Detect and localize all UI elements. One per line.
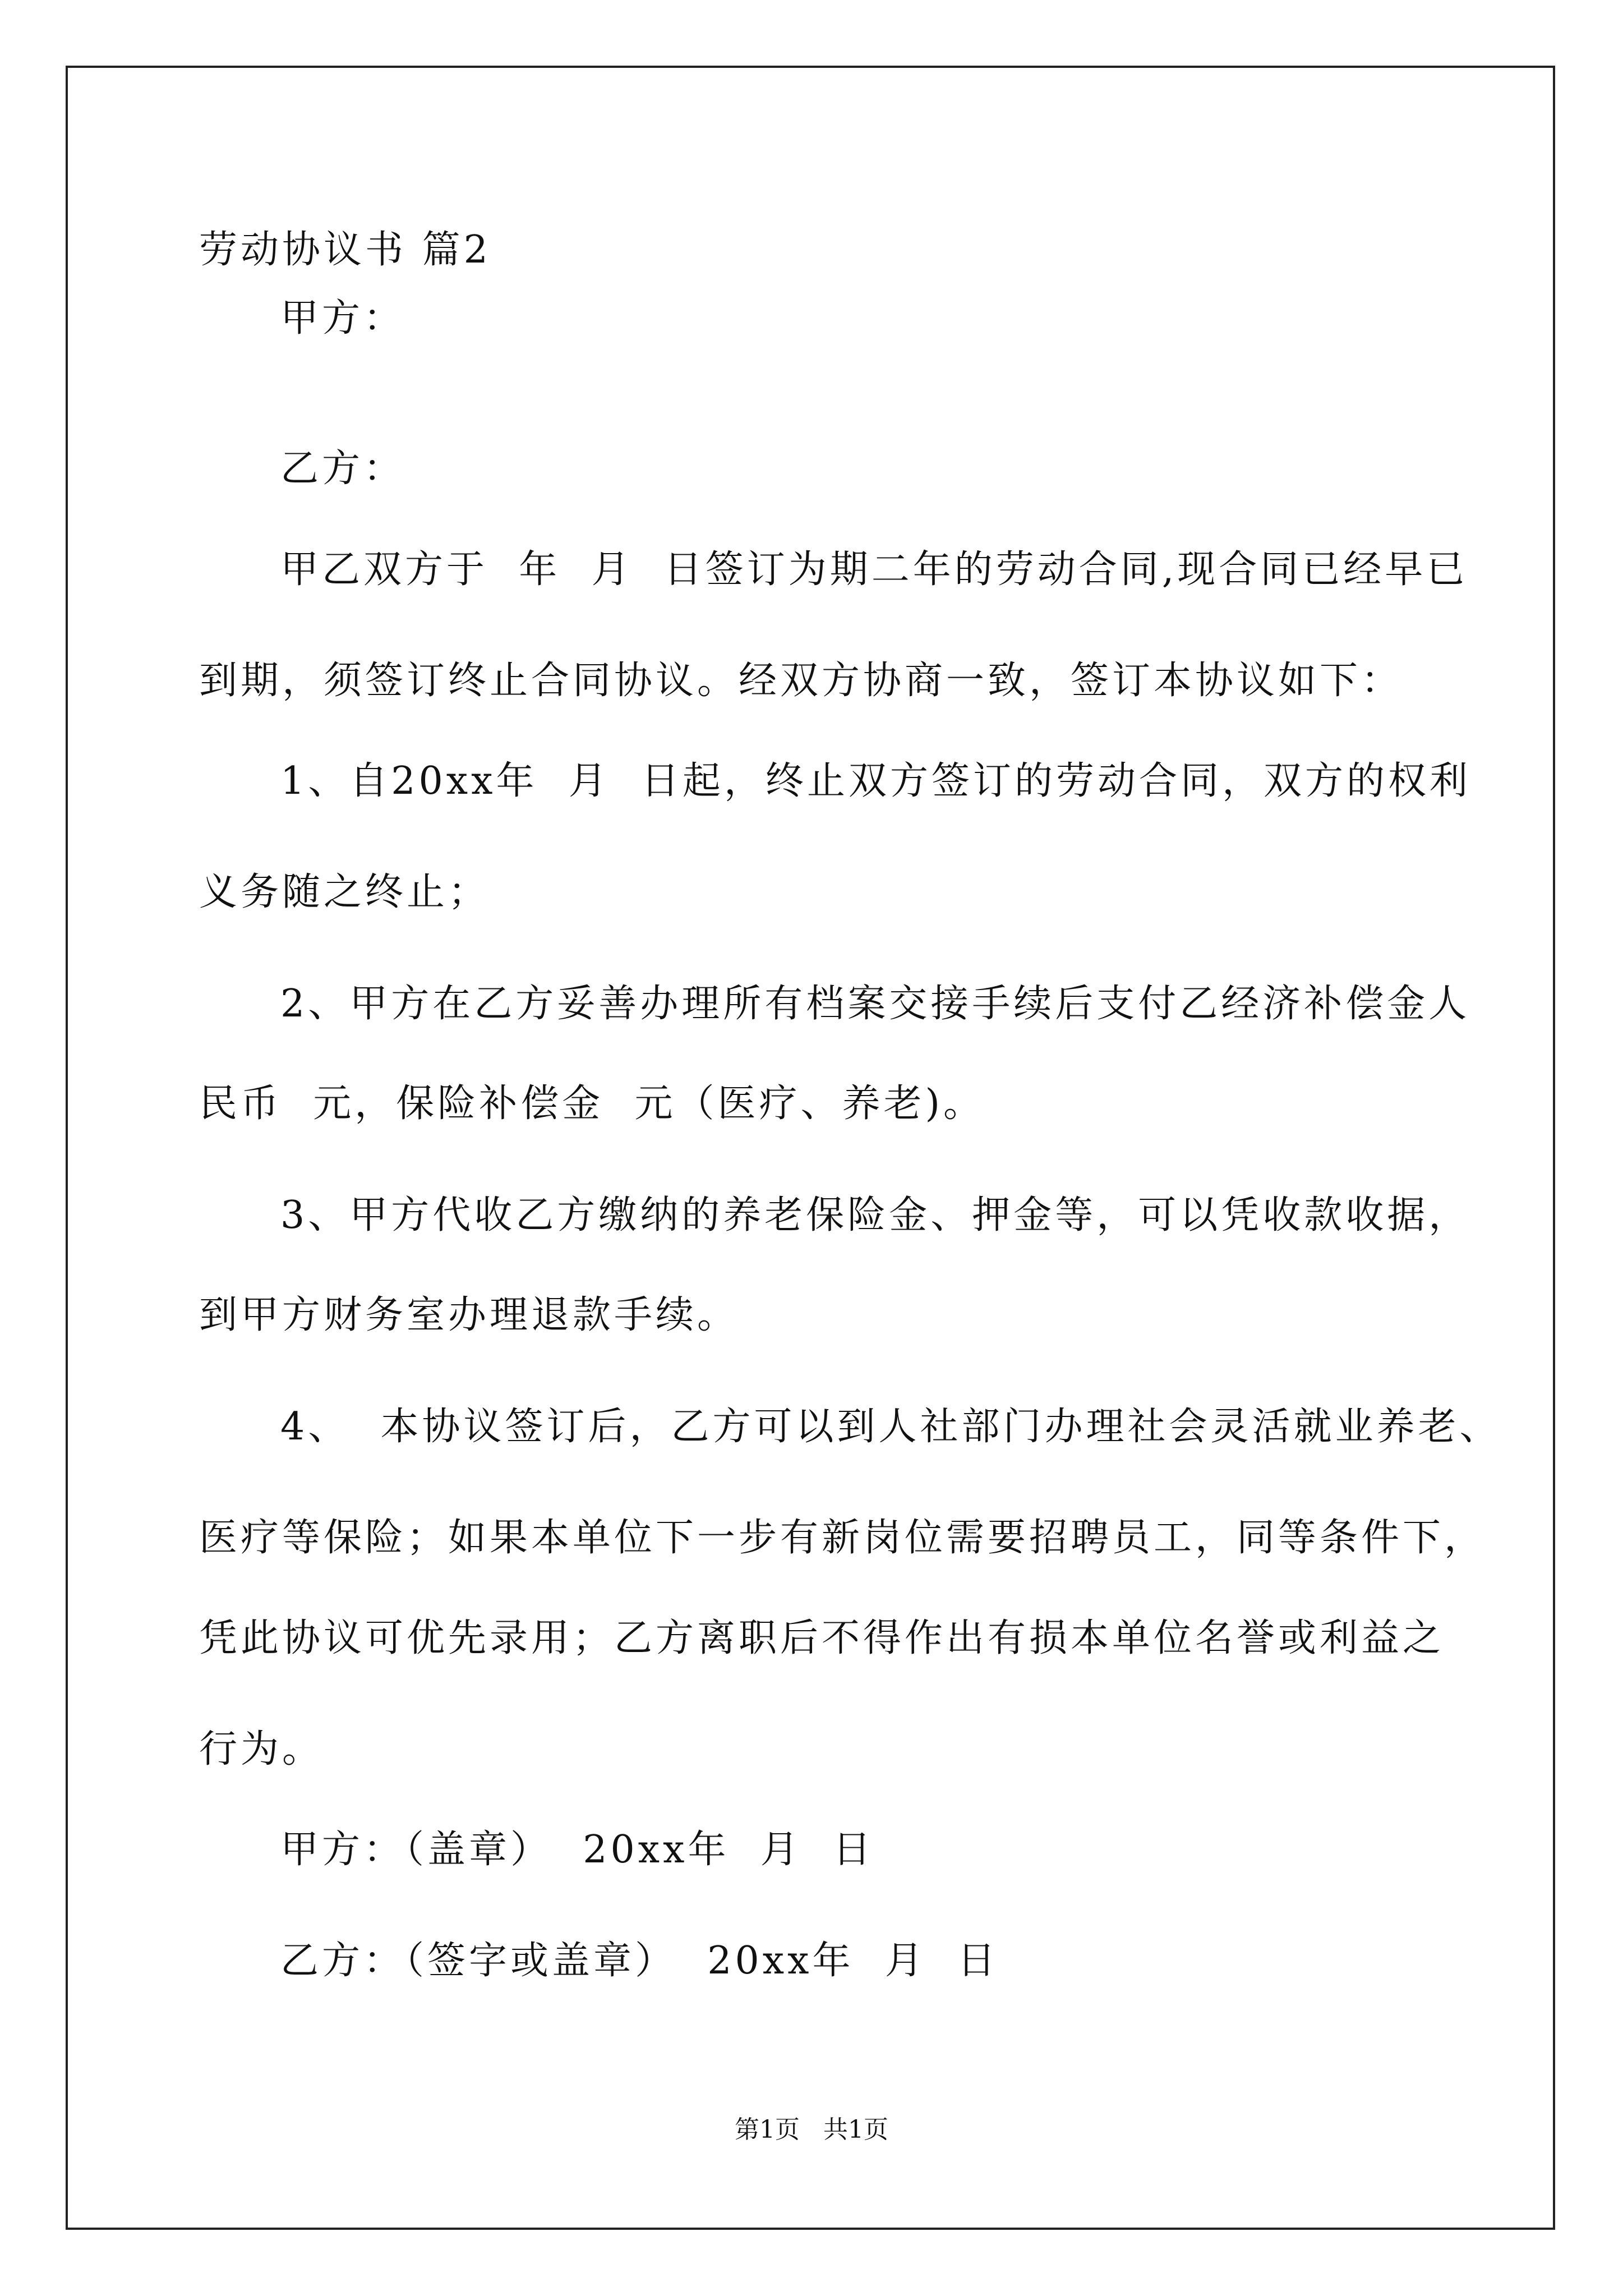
clause-3-line-2: 到甲方财务室办理退款手续。 xyxy=(199,1293,739,1337)
clause-1-line-2: 义务随之终止； xyxy=(199,870,490,914)
intro-line-1: 甲乙双方于 年 月 日签订为期二年的劳动合同,现合同已经早已 xyxy=(280,547,1468,592)
clause-4-line-4: 行为。 xyxy=(199,1727,324,1772)
party-a-label: 甲方： xyxy=(280,296,405,341)
party-b-label: 乙方： xyxy=(280,447,405,491)
clause-4-line-3: 凭此协议可优先录用；乙方离职后不得作出有损本单位名誉或利益之 xyxy=(199,1616,1445,1660)
clause-3-line-1: 3、甲方代收乙方缴纳的养老保险金、押金等，可以凭收款收据， xyxy=(280,1193,1470,1237)
clause-1-line-1: 1、自20xx年 月 日起，终止双方签订的劳动合同，双方的权利 xyxy=(280,759,1471,803)
clause-4-line-1: 4、 本协议签订后，乙方可以到人社部门办理社会灵活就业养老、 xyxy=(280,1405,1501,1449)
page-number-footer: 第1页 共1页 xyxy=(735,2115,888,2144)
signature-party-b: 乙方：（签字或盖章） 20xx年 月 日 xyxy=(280,1939,999,1983)
clause-2-line-2: 民币 元，保险补偿金 元（医疗、养老)。 xyxy=(199,1082,985,1126)
clause-4-line-2: 医疗等保险；如果本单位下一步有新岗位需要招聘员工，同等条件下， xyxy=(199,1516,1486,1560)
page-frame xyxy=(66,66,1555,2230)
intro-line-2: 到期，须签订终止合同协议。经双方协商一致，签订本协议如下： xyxy=(199,659,1403,703)
clause-2-line-1: 2、甲方在乙方妥善办理所有档案交接手续后支付乙经济补偿金人 xyxy=(280,982,1470,1026)
signature-party-a: 甲方：（盖章） 20xx年 月 日 xyxy=(280,1828,874,1872)
document-title: 劳动协议书 篇2 xyxy=(199,228,491,272)
